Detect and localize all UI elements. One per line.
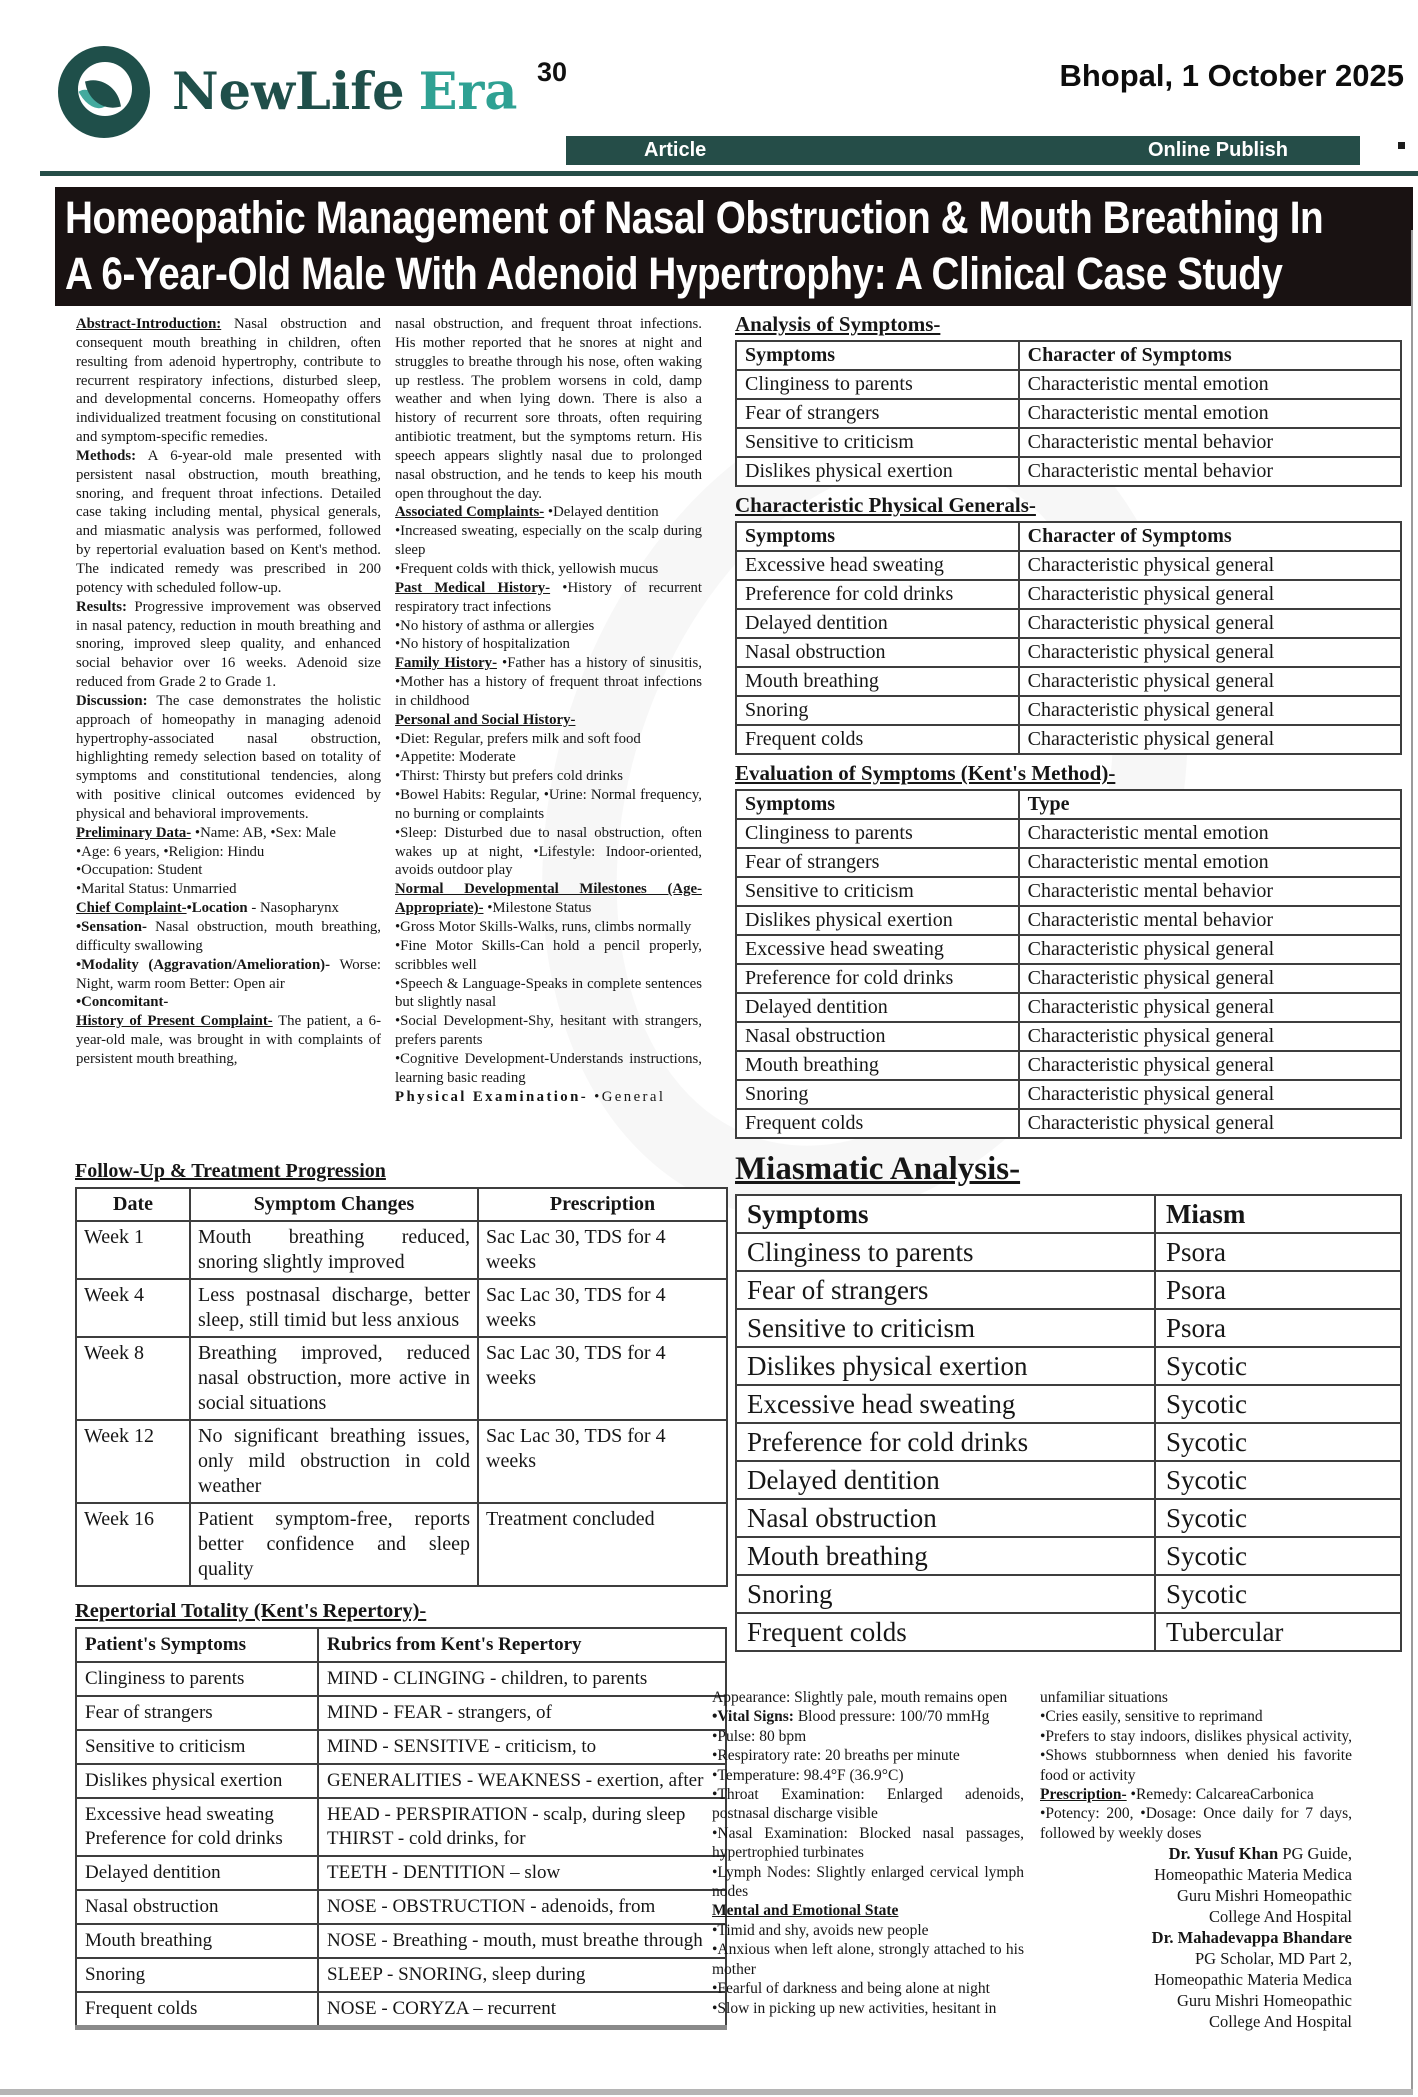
repertorial-section xyxy=(75,1600,727,2030)
table-cell: Characteristic physical general xyxy=(1019,1051,1401,1080)
table-cell: Mouth breathing reduced, snoring slightly improved xyxy=(190,1221,478,1279)
table-row xyxy=(736,638,1401,667)
table-cell: Frequent colds xyxy=(736,1109,1019,1138)
table-cell: Sac Lac 30, TDS for 4 weeks xyxy=(478,1420,727,1503)
table-cell: Clinginess to parents xyxy=(736,1233,1155,1271)
paragraph: Homeopathic Materia Medica xyxy=(1154,1970,1352,1990)
table-cell: Preference for cold drinks xyxy=(736,580,1019,609)
followup-section xyxy=(75,1160,728,1587)
paragraph: unfamiliar situations xyxy=(1040,1689,1168,1706)
table-cell: Characteristic physical general xyxy=(1019,964,1401,993)
text-column-1 xyxy=(76,315,381,1160)
table-cell: Characteristic physical general xyxy=(1019,551,1401,580)
paragraph: •Cries easily, sensitive to reprimand xyxy=(1040,1708,1263,1726)
paragraph: •No history of hospitalization xyxy=(395,636,570,653)
table-cell: NOSE - Breathing - mouth, must breathe through xyxy=(318,1924,726,1958)
table-cell: Characteristic physical general xyxy=(1019,993,1401,1022)
paragraph-lead: Methods: xyxy=(76,447,137,464)
paragraph: Dr. Yusuf Khan PG Guide, xyxy=(1168,1844,1352,1864)
table-row xyxy=(736,1385,1401,1423)
paragraph: •Speech & Language-Speaks in complete sentences but slightly nasal xyxy=(395,975,702,1011)
table-row xyxy=(736,551,1401,580)
paragraph: Appearance: Slightly pale, mouth remains open xyxy=(712,1689,1008,1706)
table-row xyxy=(76,1890,726,1924)
paragraph: •Pulse: 80 bpm xyxy=(712,1727,807,1745)
table-cell: Characteristic physical general xyxy=(1019,667,1401,696)
table-cell: Nasal obstruction xyxy=(76,1890,318,1924)
paragraph: History of Present Complaint- The patient, a 6-year-old male, was brought in with complaints of persistent mouth breathing, xyxy=(76,1013,381,1067)
table-cell: Characteristic mental behavior xyxy=(1019,428,1401,457)
table-cell: Delayed dentition xyxy=(736,609,1019,638)
table-cell: Sensitive to criticism xyxy=(736,428,1019,457)
paragraph: Associated Complaints- •Delayed dentition xyxy=(395,504,659,521)
paragraph: •Bowel Habits: Regular, •Urine: Normal frequency, no burning or complaints xyxy=(395,787,702,822)
paragraph-lead: Prescription- xyxy=(1040,1786,1127,1804)
paragraph-lead: •Concomitant- xyxy=(76,994,169,1011)
paragraph: Family History- •Father has a history of sinusitis, •Mother has a history of frequent throat infections in childhood xyxy=(395,655,702,709)
paragraph: •Potency: 200, •Dosage: Once daily for 7 days, followed by weekly doses xyxy=(1040,1805,1352,1842)
paragraph: Normal Developmental Milestones (Age-Appropriate)- •Milestone Status xyxy=(395,881,702,917)
leaf-circle-logo-icon xyxy=(58,46,150,138)
paragraph-lead: Physical Examination- xyxy=(395,1088,589,1105)
table-row xyxy=(76,1337,727,1420)
table-cell: Delayed dentition xyxy=(76,1856,318,1890)
table-header-row xyxy=(736,341,1401,370)
table-cell: Week 4 xyxy=(76,1279,190,1337)
table-header-row xyxy=(736,1195,1401,1233)
table-cell: Sycotic xyxy=(1155,1423,1401,1461)
table-cell: Characteristic physical general xyxy=(1019,1109,1401,1138)
paragraph: •Occupation: Student xyxy=(76,862,203,879)
table-cell: Week 16 xyxy=(76,1503,190,1586)
paragraph: Methods: A 6-year-old male presented with persistent nasal obstruction, mouth breathing, snoring, and frequent throat infections. Detailed case taking including mental, physical generals, and miasmatic analysis was performed, followed by repertorial evaluation based on Kent's method. The indicated remedy was prescribed in 200 potency with scheduled follow-up. xyxy=(76,447,381,596)
table-cell: Nasal obstruction xyxy=(736,1499,1155,1537)
table-cell: Snoring xyxy=(76,1958,318,1992)
column-header: Date xyxy=(76,1188,190,1221)
table-cell: Breathing improved, reduced nasal obstruction, more active in social situations xyxy=(190,1337,478,1420)
table-cell: Snoring xyxy=(736,1080,1019,1109)
table-cell: Delayed dentition xyxy=(736,1461,1155,1499)
table-cell: Week 1 xyxy=(76,1221,190,1279)
paragraph-lead: Discussion: xyxy=(76,692,148,709)
table-row xyxy=(76,1958,726,1992)
paragraph-lead: Personal and Social History- xyxy=(395,711,576,728)
table-cell: NOSE - OBSTRUCTION - adenoids, from xyxy=(318,1890,726,1924)
table-cell: Psora xyxy=(1155,1271,1401,1309)
table-cell: Fear of strangers xyxy=(736,399,1019,428)
table-cell: Fear of strangers xyxy=(736,848,1019,877)
paragraph-lead: •Modality (Aggravation/Amelioration)- xyxy=(76,956,331,973)
paragraph: •Respiratory rate: 20 breaths per minute xyxy=(712,1747,960,1765)
paragraph-lead: History of Present Complaint- xyxy=(76,1013,273,1030)
examination-column xyxy=(712,1688,1024,2018)
article-title-line2: A 6-Year-Old Male With Adenoid Hypertrophy: A Clinical Case Study xyxy=(65,248,1283,299)
table-row xyxy=(76,1279,727,1337)
column-header: Symptoms xyxy=(736,341,1019,370)
table-cell: Characteristic physical general xyxy=(1019,1022,1401,1051)
paragraph: •Temperature: 98.4°F (36.9°C) xyxy=(712,1766,904,1784)
table-row xyxy=(736,1499,1401,1537)
table-cell: Excessive head sweating Preference for cold drinks xyxy=(76,1798,318,1856)
paragraph: •No history of asthma or allergies xyxy=(395,617,595,634)
table-cell: Nasal obstruction xyxy=(736,638,1019,667)
paragraph-lead: Chief Complaint- xyxy=(76,900,187,917)
table-cell: Mouth breathing xyxy=(76,1924,318,1958)
table-row xyxy=(76,1662,726,1696)
table-cell: Sac Lac 30, TDS for 4 weeks xyxy=(478,1337,727,1420)
followup-heading: Follow-Up & Treatment Progression xyxy=(75,1160,386,1182)
table-cell: Clinginess to parents xyxy=(736,819,1019,848)
table-row xyxy=(736,428,1401,457)
paragraph: •Throat Examination: Enlarged adenoids, postnasal discharge visible xyxy=(712,1786,1024,1823)
table-row xyxy=(736,1537,1401,1575)
table-cell: Frequent colds xyxy=(736,1613,1155,1651)
table-cell: HEAD - PERSPIRATION - scalp, during sleep THIRST - cold drinks, for xyxy=(318,1798,726,1856)
table-row xyxy=(76,1798,726,1856)
table-row xyxy=(736,1575,1401,1613)
paragraph: nasal obstruction, and frequent throat infections. His mother reported that he snores at night and struggles to breathe through his nose, often waking up restless. The problem worsens in cold, damp weather and when lying down. There is also a history of recurrent sore throats, often requiring antibiotic treatment, but the symptoms return. His speech appears slightly nasal due to prolonged nasal obstruction, and he tends to keep his mouth open throughout the day. xyxy=(395,316,702,502)
table-cell: NOSE - CORYZA – recurrent xyxy=(318,1992,726,2028)
miasmatic-analysis-table xyxy=(735,1194,1402,1652)
paragraph-lead: •Sensation- xyxy=(76,919,147,935)
table-cell: Dislikes physical exertion xyxy=(76,1764,318,1798)
paragraph: •Prefers to stay indoors, dislikes physical activity, •Shows stubbornness when denied his favorite food or activity xyxy=(1040,1727,1352,1784)
table-cell: Characteristic mental behavior xyxy=(1019,457,1401,486)
table-row xyxy=(736,906,1401,935)
paragraph: PG Scholar, MD Part 2, xyxy=(1195,1949,1352,1969)
article-title-line1: Homeopathic Management of Nasal Obstruction & Mouth Breathing In xyxy=(65,192,1324,243)
paragraph: •Timid and shy, avoids new people xyxy=(712,1921,929,1939)
paragraph xyxy=(712,1901,1024,1920)
table-cell: Dislikes physical exertion xyxy=(736,457,1019,486)
table-row xyxy=(736,935,1401,964)
followup-table xyxy=(75,1187,728,1587)
table-row xyxy=(76,1992,726,2028)
table-cell: Delayed dentition xyxy=(736,993,1019,1022)
corner-mark xyxy=(1398,142,1405,149)
page-edge-bottom xyxy=(0,2089,1413,2095)
table-cell: Characteristic mental emotion xyxy=(1019,848,1401,877)
paragraph: •Diet: Regular, prefers milk and soft food xyxy=(395,730,641,747)
paragraph-lead: Family History- xyxy=(395,655,497,672)
paragraph-lead: Dr. Yusuf Khan xyxy=(1168,1844,1279,1864)
paragraph-lead: Associated Complaints- xyxy=(395,504,545,521)
table-row xyxy=(736,877,1401,906)
table-cell: Sensitive to criticism xyxy=(736,877,1019,906)
table-row xyxy=(76,1730,726,1764)
paragraph: •Thirst: Thirsty but prefers cold drinks xyxy=(395,768,624,785)
paragraph-lead: Dr. Mahadevappa Bhandare xyxy=(1151,1928,1352,1948)
table-cell: Week 8 xyxy=(76,1337,190,1420)
section-bar xyxy=(566,136,1360,165)
table-cell: Excessive head sweating xyxy=(736,551,1019,580)
column-header: Type xyxy=(1019,790,1401,819)
paragraph-lead: Normal Developmental Milestones (Age-Appropriate)- xyxy=(395,881,702,917)
table-cell: No significant breathing issues, only mild obstruction in cold weather xyxy=(190,1420,478,1503)
evaluation-heading: Evaluation of Symptoms (Kent's Method)- xyxy=(735,761,1116,785)
table-cell: Patient symptom-free, reports better confidence and sleep quality xyxy=(190,1503,478,1586)
table-cell: Sac Lac 30, TDS for 4 weeks xyxy=(478,1279,727,1337)
table-cell: MIND - SENSITIVE - criticism, to xyxy=(318,1730,726,1764)
table-row xyxy=(736,848,1401,877)
paragraph: Abstract-Introduction: Nasal obstruction and consequent mouth breathing in children, often resulting from adenoid hypertrophy, contribute to recurrent respiratory infections, disturbed sleep, and developmental concerns. Homeopathy offers individualized treatment focusing on constitutional and symptom-specific remedies. xyxy=(76,316,381,446)
column-header: Symptoms xyxy=(736,1195,1155,1233)
table-row xyxy=(736,696,1401,725)
table-cell: SLEEP - SNORING, sleep during xyxy=(318,1958,726,1992)
paragraph: Homeopathic Materia Medica xyxy=(1154,1865,1352,1885)
table-header-row xyxy=(736,522,1401,551)
table-row xyxy=(736,1423,1401,1461)
table-cell: Tubercular xyxy=(1155,1613,1401,1651)
paragraph: •Nasal Examination: Blocked nasal passages, hypertrophied turbinates xyxy=(712,1824,1024,1862)
table-cell: Characteristic physical general xyxy=(1019,725,1401,754)
paragraph-lead: Preliminary Data- xyxy=(76,824,192,841)
table-cell: Characteristic physical general xyxy=(1019,638,1401,667)
table-row xyxy=(736,964,1401,993)
table-cell: Snoring xyxy=(736,696,1019,725)
paragraph xyxy=(1040,1927,1352,1948)
table-row xyxy=(76,1503,727,1586)
text-column-2 xyxy=(395,315,702,1163)
table-cell: Psora xyxy=(1155,1233,1401,1271)
paragraph: Physical Examination- •General xyxy=(395,1088,666,1105)
paragraph-lead: •Location xyxy=(186,900,248,917)
table-cell: GENERALITIES - WEAKNESS - exertion, after xyxy=(318,1764,726,1798)
table-row xyxy=(736,1613,1401,1651)
table-cell: Characteristic mental emotion xyxy=(1019,399,1401,428)
table-cell: Less postnasal discharge, better sleep, still timid but less anxious xyxy=(190,1279,478,1337)
paragraph: •Lymph Nodes: Slightly enlarged cervical lymph nodes xyxy=(712,1863,1024,1901)
column-header: Rubrics from Kent's Repertory xyxy=(318,1628,726,1662)
table-row xyxy=(76,1764,726,1798)
paragraph: Guru Mishri Homeopathic xyxy=(1176,1991,1352,2011)
paragraph: •Vital Signs: Blood pressure: 100/70 mmHg xyxy=(712,1708,990,1726)
paragraph: •Sensation- Nasal obstruction, mouth breathing, difficulty swallowing xyxy=(76,919,381,954)
table-cell: Frequent colds xyxy=(736,725,1019,754)
paragraph: •Appetite: Moderate xyxy=(395,749,516,766)
brand-wordmark xyxy=(172,62,517,122)
table-row xyxy=(76,1420,727,1503)
table-cell: Sensitive to criticism xyxy=(736,1309,1155,1347)
column-header: Symptoms xyxy=(736,522,1019,551)
table-row xyxy=(736,370,1401,399)
table-cell: Characteristic physical general xyxy=(1019,580,1401,609)
table-cell: Dislikes physical exertion xyxy=(736,906,1019,935)
paragraph-lead: Past Medical History- xyxy=(395,579,551,596)
column-header: Symptoms xyxy=(736,790,1019,819)
newlife-era-logo xyxy=(58,46,517,138)
table-cell: Characteristic mental emotion xyxy=(1019,819,1401,848)
table-row xyxy=(736,609,1401,638)
table-row xyxy=(736,819,1401,848)
column-header: Prescription xyxy=(478,1188,727,1221)
paragraph: •Frequent colds with thick, yellowish mucus xyxy=(395,560,659,577)
table-row xyxy=(736,1461,1401,1499)
table-cell: Mouth breathing xyxy=(736,1051,1019,1080)
article-title xyxy=(55,187,1413,306)
paragraph-lead: Results: xyxy=(76,598,127,615)
table-row xyxy=(736,580,1401,609)
table-row xyxy=(76,1696,726,1730)
table-cell: Sycotic xyxy=(1155,1499,1401,1537)
table-row xyxy=(736,1109,1401,1138)
paragraph-lead: Mental and Emotional State xyxy=(712,1902,899,1920)
table-cell: Characteristic physical general xyxy=(1019,609,1401,638)
symptom-tables-column xyxy=(735,312,1402,1652)
physical-generals-heading: Characteristic Physical Generals- xyxy=(735,493,1036,517)
table-row xyxy=(76,1221,727,1279)
table-cell: Sycotic xyxy=(1155,1385,1401,1423)
paragraph: •Slow in picking up new activities, hesitant in xyxy=(712,1999,997,2017)
table-cell: Fear of strangers xyxy=(736,1271,1155,1309)
repertorial-table xyxy=(75,1627,727,2030)
paragraph: •Sleep: Disturbed due to nasal obstruction, often wakes up at night, •Lifestyle: Indoor-oriented, avoids outdoor play xyxy=(395,824,702,879)
paragraph: Chief Complaint-•Location - Nasopharynx xyxy=(76,900,339,917)
table-cell: Excessive head sweating xyxy=(736,935,1019,964)
paragraph: •Age: 6 years, •Religion: Hindu xyxy=(76,843,265,860)
table-cell: Characteristic mental behavior xyxy=(1019,906,1401,935)
table-cell: Psora xyxy=(1155,1309,1401,1347)
paragraph: Prescription- •Remedy: CalcareaCarbonica xyxy=(1040,1786,1314,1804)
column-header: Miasm xyxy=(1155,1195,1401,1233)
physical-generals-table xyxy=(735,521,1402,755)
paragraph: Results: Progressive improvement was observed in nasal patency, reduction in mouth breathing and snoring, improved sleep quality, and enhanced social behavior over 16 weeks. Adenoid size reduced from Grade 2 to Grade 1. xyxy=(76,598,381,691)
table-cell: Treatment concluded xyxy=(478,1503,727,1586)
table-cell: TEETH - DENTITION – slow xyxy=(318,1856,726,1890)
paragraph: •Anxious when left alone, strongly attached to his mother xyxy=(712,1941,1024,1978)
paragraph: •Modality (Aggravation/Amelioration)- Worse: Night, warm room Better: Open air xyxy=(76,956,381,992)
table-header-row xyxy=(76,1188,727,1221)
page-edge-right xyxy=(1411,230,1413,2093)
paragraph: •Gross Motor Skills-Walks, runs, climbs normally xyxy=(395,919,692,935)
table-cell: Excessive head sweating xyxy=(736,1385,1155,1423)
paragraph: •Fine Motor Skills-Can hold a pencil properly, scribbles well xyxy=(395,937,702,973)
column-header: Character of Symptoms xyxy=(1019,522,1401,551)
table-cell: Characteristic physical general xyxy=(1019,1080,1401,1109)
table-cell: Sycotic xyxy=(1155,1461,1401,1499)
column-header: Patient's Symptoms xyxy=(76,1628,318,1662)
table-cell: Dislikes physical exertion xyxy=(736,1347,1155,1385)
repertorial-heading: Repertorial Totality (Kent's Repertory)- xyxy=(75,1600,427,1622)
table-cell: Nasal obstruction xyxy=(736,1022,1019,1051)
table-row xyxy=(736,1271,1401,1309)
article-label: Article xyxy=(644,139,707,161)
prescription-authors-column xyxy=(1040,1688,1352,2032)
table-header-row xyxy=(76,1628,726,1662)
paragraph: Guru Mishri Homeopathic xyxy=(1176,1886,1352,1906)
table-cell: Mouth breathing xyxy=(736,667,1019,696)
table-cell: Characteristic physical general xyxy=(1019,696,1401,725)
analysis-of-symptoms-table xyxy=(735,340,1402,487)
table-cell: Clinginess to parents xyxy=(76,1662,318,1696)
paragraph: Preliminary Data- •Name: AB, •Sex: Male xyxy=(76,824,336,841)
table-cell: Preference for cold drinks xyxy=(736,964,1019,993)
table-row xyxy=(76,1856,726,1890)
table-cell: Characteristic mental behavior xyxy=(1019,877,1401,906)
table-cell: MIND - FEAR - strangers, of xyxy=(318,1696,726,1730)
table-row xyxy=(736,667,1401,696)
miasmatic-analysis-heading: Miasmatic Analysis- xyxy=(735,1151,1021,1187)
table-row xyxy=(736,457,1401,486)
table-row xyxy=(736,1233,1401,1271)
analysis-of-symptoms-heading: Analysis of Symptoms- xyxy=(735,312,941,336)
table-cell: Fear of strangers xyxy=(76,1696,318,1730)
paragraph: College And Hospital xyxy=(1209,1907,1352,1927)
table-row xyxy=(736,1080,1401,1109)
table-cell: Week 12 xyxy=(76,1420,190,1503)
table-cell: Sac Lac 30, TDS for 4 weeks xyxy=(478,1221,727,1279)
table-cell: Frequent colds xyxy=(76,1992,318,2028)
paragraph xyxy=(76,993,381,1012)
table-cell: Snoring xyxy=(736,1575,1155,1613)
paragraph: •Fearful of darkness and being alone at night xyxy=(712,1980,990,1998)
paragraph-lead: Abstract-Introduction: xyxy=(76,316,222,332)
table-cell: Characteristic mental emotion xyxy=(1019,370,1401,399)
table-cell: Clinginess to parents xyxy=(736,370,1019,399)
table-row xyxy=(736,1309,1401,1347)
page-number: 30 xyxy=(537,57,568,87)
brand-newlife: NewLife xyxy=(172,62,405,122)
paragraph: •Cognitive Development-Understands instructions, learning basic reading xyxy=(395,1050,702,1086)
table-cell: Sensitive to criticism xyxy=(76,1730,318,1764)
table-cell: MIND - CLINGING - children, to parents xyxy=(318,1662,726,1696)
table-cell: Mouth breathing xyxy=(736,1537,1155,1575)
table-row xyxy=(736,399,1401,428)
column-header: Symptom Changes xyxy=(190,1188,478,1221)
table-row xyxy=(736,1347,1401,1385)
header-divider-rule xyxy=(40,171,1418,176)
paragraph: •Increased sweating, especially on the scalp during sleep xyxy=(395,523,702,559)
table-cell: Sycotic xyxy=(1155,1347,1401,1385)
table-cell: Sycotic xyxy=(1155,1575,1401,1613)
paragraph: Discussion: The case demonstrates the holistic approach of homeopathy in managing adenoid hypertrophy-associated nasal obstruction, highlighting remedy selection based on totality of symptoms and constitutional tendencies, along with positive clinical outcomes evidenced by physical and behavioral improvements. xyxy=(76,692,381,822)
online-publish-label: Online Publish xyxy=(1147,139,1288,161)
table-row xyxy=(736,725,1401,754)
paragraph-lead: •Vital Signs: xyxy=(712,1708,794,1726)
table-row xyxy=(736,1022,1401,1051)
dateline: Bhopal, 1 October 2025 xyxy=(1059,58,1404,93)
table-row xyxy=(736,993,1401,1022)
table-row xyxy=(736,1051,1401,1080)
paragraph xyxy=(395,711,702,730)
paragraph: •Marital Status: Unmarried xyxy=(76,881,237,898)
table-row xyxy=(76,1924,726,1958)
paragraph: Past Medical History- •History of recurrent respiratory tract infections xyxy=(395,579,702,615)
paragraph: College And Hospital xyxy=(1209,2012,1352,2032)
table-cell: Sycotic xyxy=(1155,1537,1401,1575)
brand-era: Era xyxy=(418,62,518,122)
table-cell: Characteristic physical general xyxy=(1019,935,1401,964)
table-header-row xyxy=(736,790,1401,819)
paragraph: •Social Development-Shy, hesitant with strangers, prefers parents xyxy=(395,1013,702,1049)
logo-inner-circle xyxy=(78,62,132,116)
evaluation-table xyxy=(735,789,1402,1139)
column-header: Character of Symptoms xyxy=(1019,341,1401,370)
table-cell: Preference for cold drinks xyxy=(736,1423,1155,1461)
